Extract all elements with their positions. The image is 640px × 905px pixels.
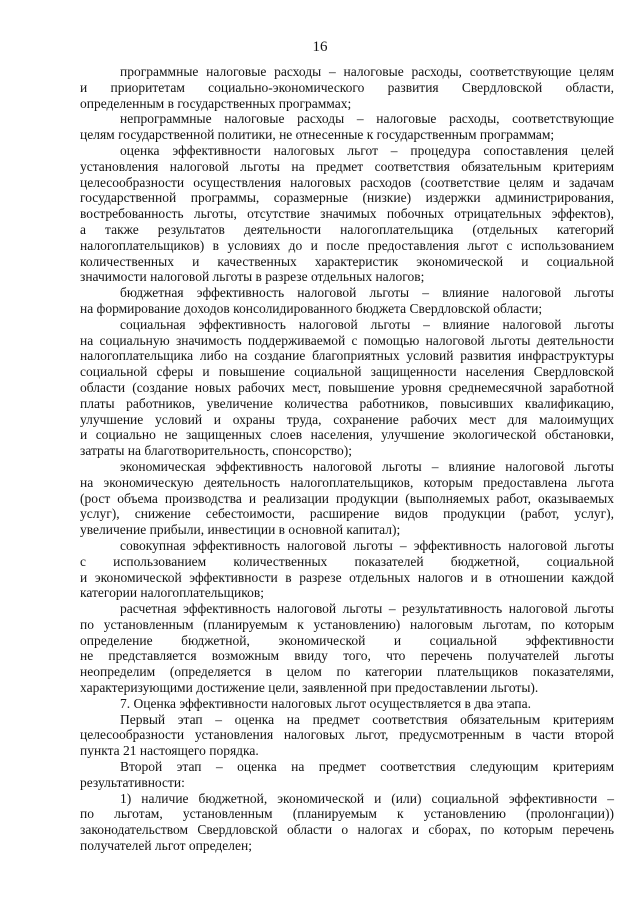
paragraph-line: категории налогоплательщиков;: [80, 585, 264, 601]
paragraph-line: результативности:: [80, 774, 185, 790]
paragraph-line: Второй этап – оценка на предмет соответствия следующим критериям: [120, 759, 614, 775]
paragraph-line: и приоритетам социально-экономического развития Свердловской области,: [80, 79, 614, 95]
paragraph-line: на социальную значимость поддерживаемой с помощью налоговой льготы деятельности: [80, 332, 614, 348]
paragraph-line: характеризующими достижение цели, заявленной при предоставлении льготы).: [80, 680, 539, 696]
paragraph-line: установления налоговой льготы на предмет соответствия обязательным критериям: [80, 158, 614, 174]
paragraph-line: определенным в государственных программах;: [80, 95, 352, 111]
paragraph-line: и социально не защищенных слоев населения, улучшение экологической обстановки,: [80, 427, 614, 443]
paragraph: [80, 143, 614, 285]
paragraph-line: социальной сферы и повышение социальной защищенности населения Свердловской: [80, 364, 614, 380]
paragraph: [80, 538, 614, 601]
paragraph-line: 7. Оценка эффективности налоговых льгот осуществляется в два этапа.: [120, 695, 531, 711]
paragraph-line: программные налоговые расходы – налоговые расходы, соответствующие целям: [120, 64, 614, 79]
paragraph-line: оценка эффективности налоговых льгот – процедура сопоставления целей: [120, 142, 614, 158]
paragraph: [80, 459, 614, 538]
paragraph-line: востребованность льготы, отсутствие значимых побочных отрицательных эффектов),: [80, 206, 614, 222]
paragraph-line: количественных и качественных характеристик экономической и социальной: [80, 253, 614, 269]
paragraph-line: области (создание новых рабочих мест, повышение уровня среднемесячной заработной: [80, 379, 614, 395]
paragraph-line: увеличение прибыли, инвестиции в основной капитал);: [80, 522, 401, 538]
paragraph: [80, 791, 614, 854]
paragraph-line: целесообразности установления налоговых льгот, предусмотренным в части второй: [80, 727, 614, 743]
page-number: 16: [312, 39, 328, 55]
paragraph-line: затраты на благотворительность, спонсорство);: [80, 443, 353, 459]
paragraph-line: законодательством Свердловской области о налогах и сборах, по которым перечень: [80, 822, 614, 838]
paragraph-line: по установленным (планируемым к установлению) налоговым льготам, по которым: [80, 616, 614, 632]
paragraph-line: и экономической эффективности в разрезе отдельных налогов и в отношении каждой: [80, 569, 614, 585]
paragraph: [80, 64, 614, 111]
paragraph: [80, 601, 614, 696]
paragraph: [80, 696, 614, 712]
paragraph-line: определение бюджетной, экономической и социальной эффективности: [80, 632, 614, 648]
paragraph: [80, 317, 614, 459]
paragraph-line: на экономическую деятельность налогоплательщиков, которым предоставлена льгота: [80, 474, 614, 490]
paragraph-line: улучшение условий и охраны труда, сохранение рабочих мест для малоимущих: [80, 411, 614, 427]
paragraph-line: с использованием количественных показателей бюджетной, социальной: [80, 553, 614, 569]
paragraph-line: 1) наличие бюджетной, экономической и (или) социальной эффективности –: [120, 790, 614, 806]
paragraph-line: на формирование доходов консолидированного бюджета Свердловской области;: [80, 300, 543, 316]
paragraph-line: а также результатов деятельности налогоплательщика (отдельных категорий: [80, 221, 614, 237]
paragraph-line: платы работников, увеличение количества работников, повысивших квалификацию,: [80, 395, 614, 411]
paragraph-line: пункта 21 настоящего порядка.: [80, 743, 259, 759]
paragraph: [80, 111, 614, 143]
paragraph-line: Первый этап – оценка на предмет соответствия обязательным критериям: [120, 711, 614, 727]
paragraph-line: значимости налоговой льготы в разрезе отдельных налогов;: [80, 269, 425, 285]
paragraph-line: социальная эффективность налоговой льготы – влияние налоговой льготы: [120, 316, 614, 332]
paragraph-line: услуг), снижение себестоимости, расширение видов продукции (работ, услуг),: [80, 506, 614, 522]
paragraph-line: не представляется возможным ввиду того, что перечень получателей льготы: [80, 648, 614, 664]
paragraph-line: бюджетная эффективность налоговой льготы – влияние налоговой льготы: [120, 285, 614, 301]
paragraph-line: целесообразности осуществления налоговых расходов (соответствие целям и задачам: [80, 174, 614, 190]
paragraph-line: непрограммные налоговые расходы – налоговые расходы, соответствующие: [120, 111, 614, 127]
document-body: [80, 64, 614, 854]
paragraph-line: налогоплательщиков) в условиях до и после предоставления льгот с использованием: [80, 237, 614, 253]
paragraph-line: по льготам, установленным (планируемым к установлению (пролонгации)): [80, 806, 614, 822]
paragraph-line: (рост объема производства и реализации продукции (выполняемых работ, оказываемых: [80, 490, 614, 506]
paragraph: [80, 712, 614, 759]
paragraph: [80, 759, 614, 791]
paragraph: [80, 285, 614, 317]
paragraph-line: расчетная эффективность налоговой льготы – результативность налоговой льготы: [120, 601, 614, 617]
paragraph-line: неопределим (определяется в целом по категории плательщиков показателями,: [80, 664, 614, 680]
paragraph-line: совокупная эффективность налоговой льготы – эффективность налоговой льготы: [120, 537, 614, 553]
paragraph-line: налогоплательщика либо на создание благоприятных условий развития инфраструктуры: [80, 348, 614, 364]
paragraph-line: экономическая эффективность налоговой льготы – влияние налоговой льготы: [120, 458, 614, 474]
paragraph-line: получателей льгот определен;: [80, 838, 252, 854]
paragraph-line: целям государственной политики, не отнесенные к государственным программам;: [80, 127, 555, 143]
paragraph-line: государственной программы, соразмерные (низкие) издержки администрирования,: [80, 190, 614, 206]
